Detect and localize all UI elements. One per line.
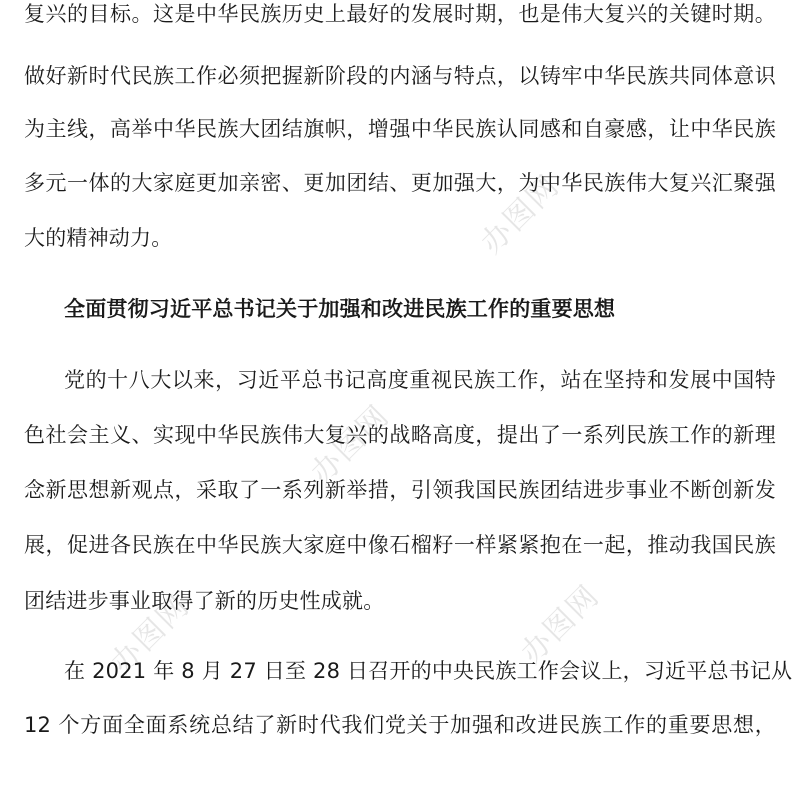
- paragraph-2-line: 团结进步事业取得了新的历史性成就。: [24, 589, 385, 613]
- paragraph-1-line: 为主线，高举中华民族大团结旗帜，增强中华民族认同感和自豪感，让中华民族: [24, 117, 776, 141]
- watermark: 办图网: [474, 168, 567, 261]
- watermark: 办图网: [304, 398, 397, 491]
- paragraph-3-line: 12 个方面全面系统总结了新时代我们党关于加强和改进民族工作的重要思想，: [24, 713, 776, 737]
- paragraph-2-line: 念新思想新观点，采取了一系列新举措，引领我国民族团结进步事业不断创新发: [24, 478, 776, 502]
- section-heading: 全面贯彻习近平总书记关于加强和改进民族工作的重要思想: [64, 297, 616, 321]
- paragraph-1-line: 大的精神动力。: [24, 226, 173, 250]
- paragraph-3-line: 在 2021 年 8 月 27 日至 28 日召开的中央民族工作会议上，习近平总书记从: [64, 659, 793, 683]
- watermark: 办图网: [514, 578, 607, 671]
- paragraph-2-line: 色社会主义、实现中华民族伟大复兴的战略高度，提出了一系列民族工作的新理: [24, 423, 776, 447]
- paragraph-1-line: 多元一体的大家庭更加亲密、更加团结、更加强大，为中华民族伟大复兴汇聚强: [24, 171, 776, 195]
- paragraph-2-line: 党的十八大以来，习近平总书记高度重视民族工作，站在坚持和发展中国特: [64, 368, 776, 392]
- paragraph-1-line: 做好新时代民族工作必须把握新阶段的内涵与特点，以铸牢中华民族共同体意识: [24, 64, 776, 88]
- paragraph-2-line: 展，促进各民族在中华民族大家庭中像石榴籽一样紧紧抱在一起，推动我国民族: [24, 533, 776, 557]
- paragraph-1-line: 复兴的目标。这是中华民族历史上最好的发展时期，也是伟大复兴的关键时期。: [24, 2, 776, 26]
- watermark: 办图网: [104, 588, 197, 681]
